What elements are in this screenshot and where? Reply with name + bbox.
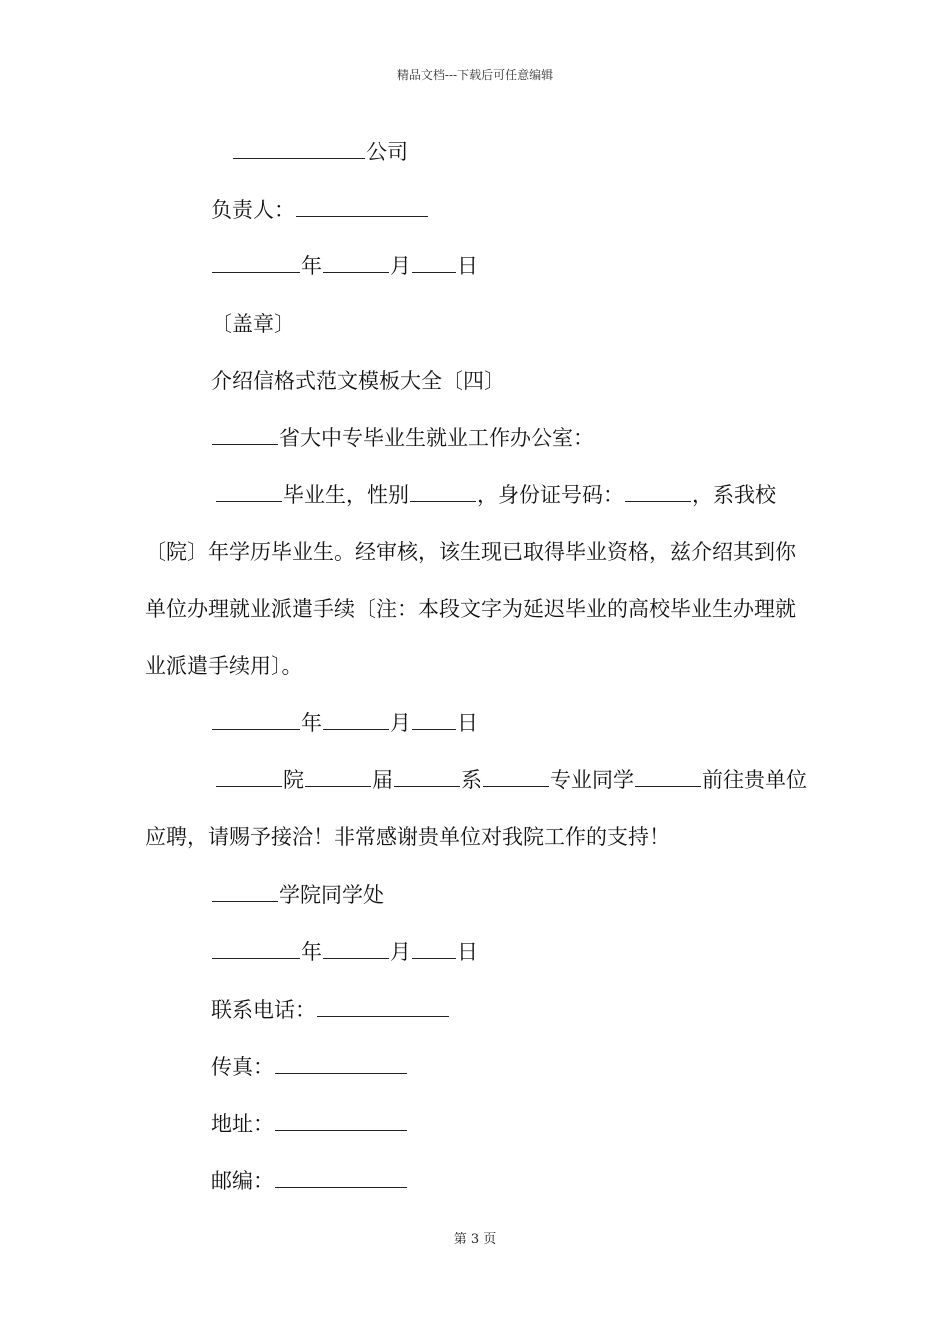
- day-label: 日: [457, 254, 478, 278]
- blank-field: [275, 1167, 407, 1188]
- postcode-line: [211, 1167, 408, 1195]
- paragraph-graduate: [145, 467, 807, 695]
- section-title: 介绍信格式范文模板大全〔四〕: [211, 369, 505, 393]
- responsible-line: [211, 196, 429, 224]
- blank-field: [412, 252, 456, 273]
- seal-label: 〔盖章〕: [211, 312, 295, 336]
- blank-field: [323, 252, 389, 273]
- company-label: 公司: [366, 140, 408, 164]
- p2-text-c: 系: [461, 768, 482, 792]
- blank-field: [275, 1053, 407, 1074]
- blank-field: [412, 709, 456, 730]
- blank-field: [296, 196, 428, 217]
- p2-text-e: 前往贵单: [702, 768, 786, 792]
- phone-label: 联系电话：: [211, 998, 316, 1022]
- year-label: 年: [301, 940, 322, 964]
- p2-text-b: 届: [372, 768, 393, 792]
- blank-field: [212, 252, 300, 273]
- phone-line: [211, 996, 450, 1024]
- p2-text-rest: 位应聘，请赐予接洽！非常感谢贵单位对我院工作的支持！: [145, 768, 807, 849]
- month-label: 月: [390, 711, 411, 735]
- p2-text-a: 院: [283, 768, 304, 792]
- p2-text-d: 专业同学: [550, 768, 634, 792]
- month-label: 月: [390, 940, 411, 964]
- blank-field: [323, 709, 389, 730]
- blank-field: [212, 424, 278, 445]
- page-header: 精品文档---下载后可任意编辑: [396, 68, 554, 82]
- p1-text-b: ，身份证号码：: [477, 483, 624, 507]
- p1-text-rest: 〔院〕年学历毕业生。经审核，该生现已取得毕业资格，兹介绍其到你单位办理就业派遣手续〔注：本段文字为延迟毕业的高校毕业生办理就业派遣手续用〕。: [145, 540, 796, 678]
- date-line-3: [211, 938, 478, 966]
- p1-text-c: ，系我校: [692, 483, 776, 507]
- address-line: [211, 1110, 408, 1138]
- blank-field: [275, 1110, 407, 1131]
- year-label: 年: [301, 711, 322, 735]
- blank-field: [212, 881, 278, 902]
- fax-line: [211, 1053, 408, 1081]
- blank-field: [635, 766, 701, 787]
- blank-field: [394, 766, 460, 787]
- blank-field: [216, 481, 282, 502]
- blank-field: [483, 766, 549, 787]
- postcode-label: 邮编：: [211, 1169, 274, 1193]
- address-label: 地址：: [211, 1112, 274, 1136]
- blank-field: [212, 709, 300, 730]
- blank-field: [233, 138, 365, 159]
- blank-field: [305, 766, 371, 787]
- month-label: 月: [390, 254, 411, 278]
- page-number: 第 3 页: [453, 1232, 497, 1247]
- addressee-label: 省大中专毕业生就业工作办公室：: [279, 426, 594, 450]
- year-label: 年: [301, 254, 322, 278]
- blank-field: [323, 938, 389, 959]
- company-line: [232, 138, 408, 166]
- date-line-2: [211, 709, 478, 737]
- date-line-1: [211, 252, 478, 280]
- addressee-line: [211, 424, 594, 452]
- blank-field: [412, 938, 456, 959]
- blank-field: [212, 938, 300, 959]
- blank-field: [625, 481, 691, 502]
- blank-field: [317, 996, 449, 1017]
- fax-label: 传真：: [211, 1055, 274, 1079]
- office-line: [211, 881, 384, 909]
- office-label: 学院同学处: [279, 883, 384, 907]
- blank-field: [410, 481, 476, 502]
- paragraph-recommendation: [145, 752, 807, 866]
- responsible-label: 负责人：: [211, 198, 295, 222]
- day-label: 日: [457, 940, 478, 964]
- p1-text-a: 毕业生，性别: [283, 483, 409, 507]
- day-label: 日: [457, 711, 478, 735]
- blank-field: [216, 766, 282, 787]
